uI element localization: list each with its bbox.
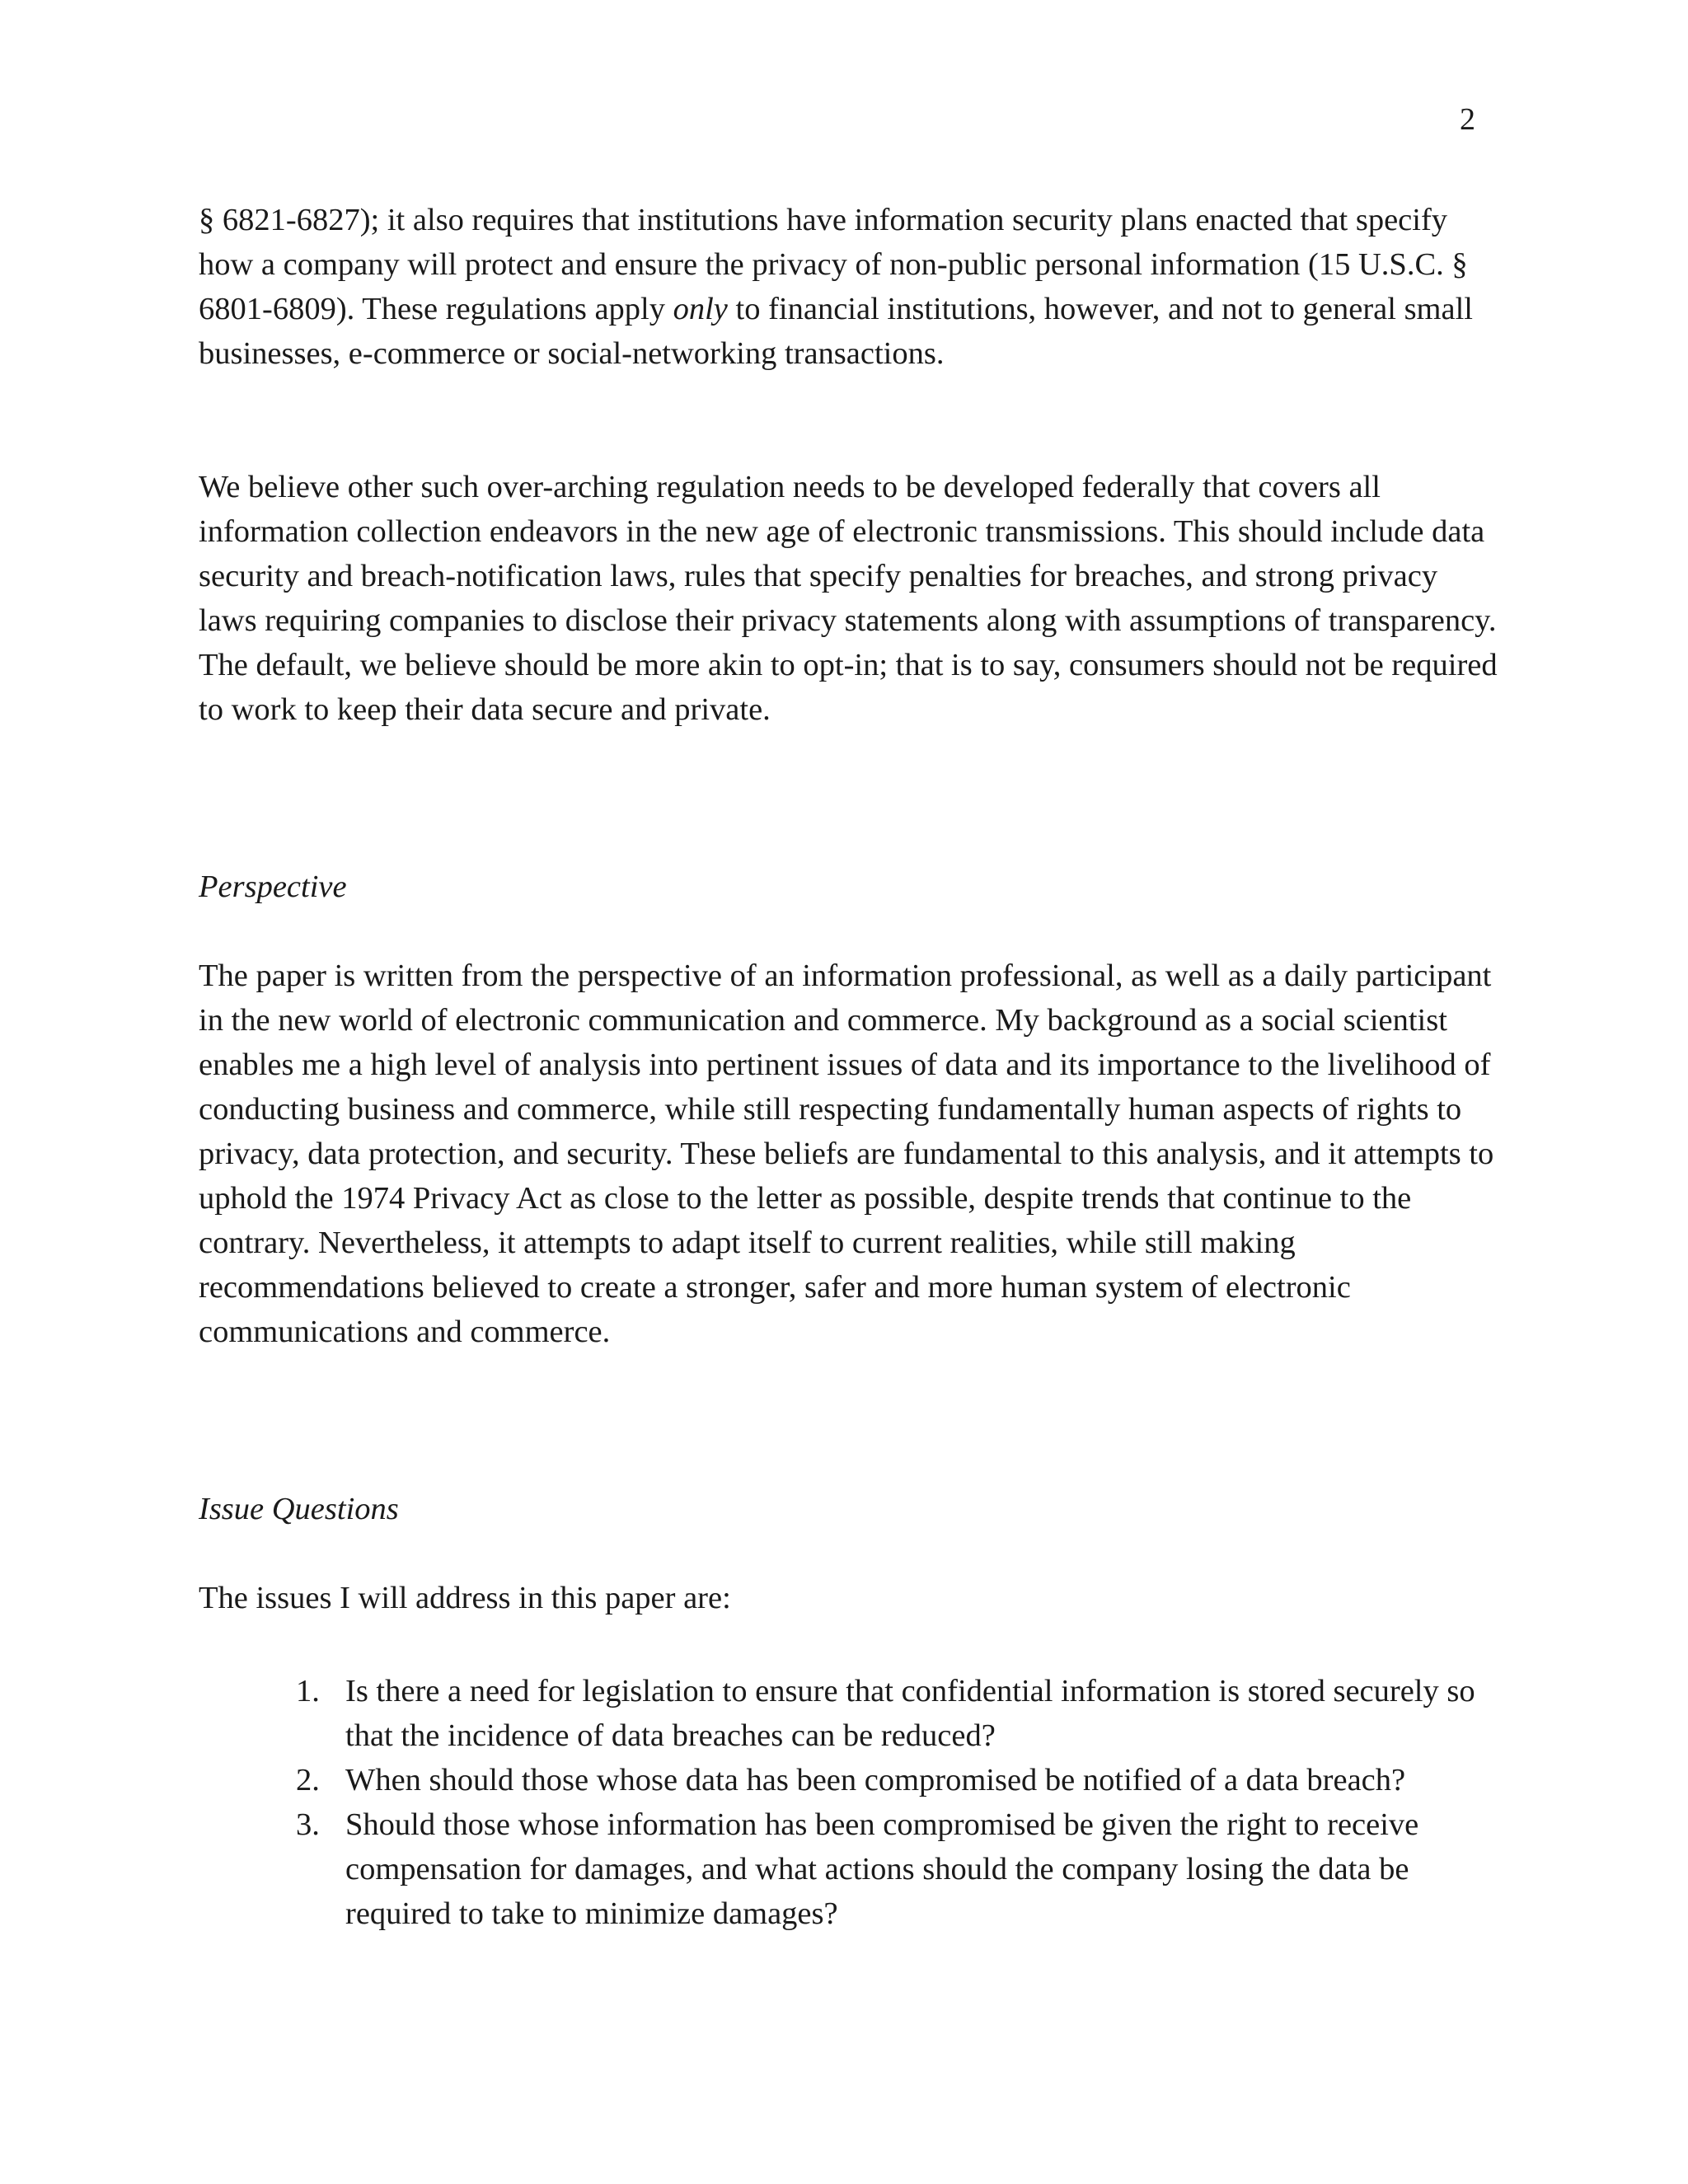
list-item <box>199 1758 1509 1802</box>
list-item <box>199 1669 1509 1758</box>
list-item-text: Should those whose information has been compromised be given the right to receive compensation for damages, and what actions should the company losing the data be required to take to minimize damages? <box>345 1807 1419 1931</box>
page-number: 2 <box>1460 102 1475 137</box>
paragraph-financial-regulations <box>199 198 1501 376</box>
list-item <box>199 1802 1509 1936</box>
issues-intro: The issues I will address in this paper are: <box>199 1581 731 1615</box>
paragraph-perspective: The paper is written from the perspective of an information professional, as well as a daily participant in the new world of electronic communication and commerce. My background as a social scientist enables me a high level of analysis into pertinent issues of data and its importance to the livelihood of conducting business and commerce, while still respecting fundamentally human aspects of rights to privacy, data protection, and security. These beliefs are fundamental to this analysis, and it attempts to uphold the 1974 Privacy Act as close to the letter as possible, despite trends that continue to the contrary. Nevertheless, it attempts to adapt itself to current realities, while still making recommendations believed to create a stronger, safer and more human system of electronic communications and commerce. <box>199 958 1494 1349</box>
list-item-number: 3. <box>296 1807 320 1842</box>
heading-issue-questions: Issue Questions <box>199 1492 399 1526</box>
list-item-number: 2. <box>296 1763 320 1797</box>
paragraph-text: to financial institutions, however, and not to general small businesses, e-commerce or social-networking transactions. <box>199 292 1473 371</box>
list-item-text: When should those whose data has been compromised be notified of a data breach? <box>345 1763 1406 1797</box>
list-item-number: 1. <box>296 1674 320 1708</box>
heading-perspective: Perspective <box>199 869 347 904</box>
paragraph-text: § 6821-6827); it also requires that institutions have information security plans enacted that specify how a company will protect and ensure the privacy of non-public personal information (15 U.S.C. § 6801-6809). These regulations apply <box>199 203 1468 326</box>
list-item-text: Is there a need for legislation to ensure that confidential information is stored securely so that the incidence of data breaches can be reduced? <box>345 1674 1475 1753</box>
issue-list <box>199 1669 1509 1936</box>
paragraph-federal-regulation: We believe other such over-arching regulation needs to be developed federally that covers all information collection endeavors in the new age of electronic transmissions. This should include data security and breach-notification laws, rules that specify penalties for breaches, and strong privacy laws requiring companies to disclose their privacy statements along with assumptions of transparency. The default, we believe should be more akin to opt-in; that is to say, consumers should not be required to work to keep their data secure and private. <box>199 470 1498 727</box>
emphasis-only: only <box>673 292 728 326</box>
